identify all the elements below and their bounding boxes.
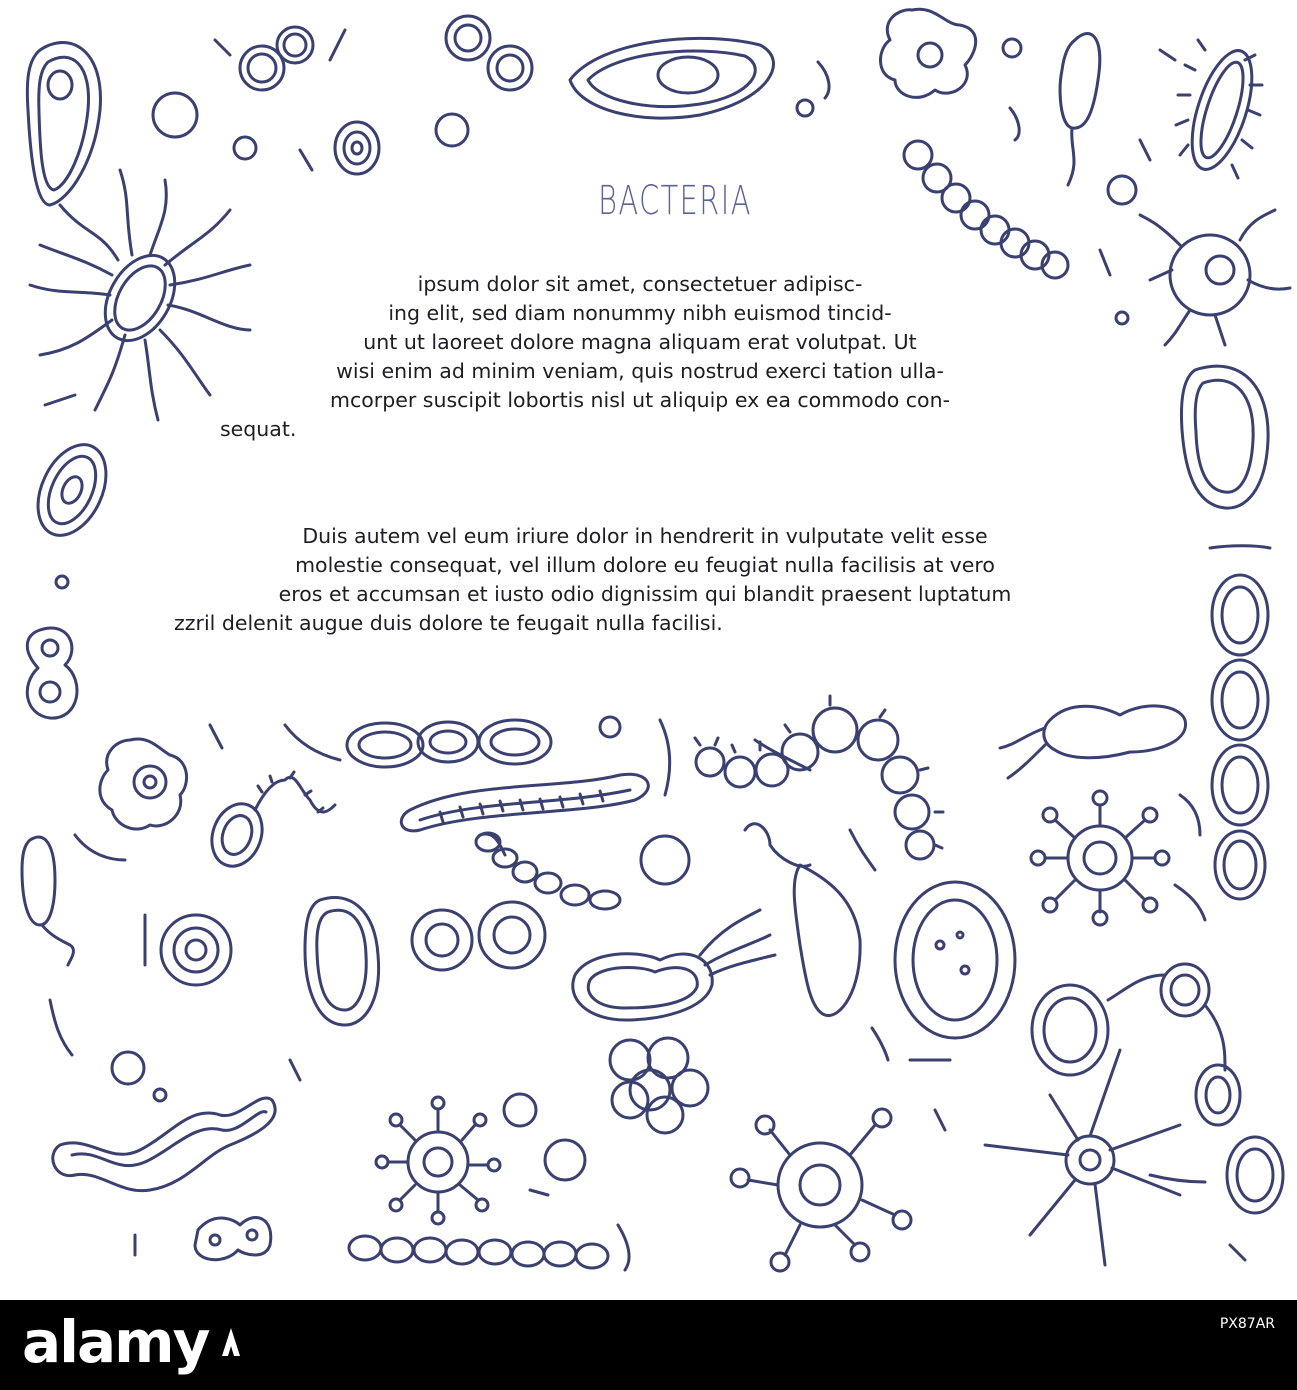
illustration-title: BACTERIA <box>598 178 752 224</box>
oval-cell-icon <box>1181 366 1268 508</box>
flagellated-rod-icon <box>573 910 775 1020</box>
flagellated-rod-icon <box>1000 706 1186 778</box>
rod-flagellum-icon <box>1060 33 1100 185</box>
body-paragraph-1 <box>200 270 1080 444</box>
oval-cell-icon <box>335 122 379 174</box>
spiky-cell-icon <box>1140 210 1290 345</box>
chained-oval-cells-icon <box>1032 964 1240 1125</box>
paragraph-line: mcorper suscipit lobortis nisl ut aliquip ex ea commodo con- <box>330 388 950 412</box>
paragraph-line: sequat. <box>220 417 297 441</box>
oval-cell-icon <box>1227 1137 1283 1213</box>
alamy-a-mark-icon <box>220 1326 242 1358</box>
brand-wordmark: alamy <box>22 1308 209 1376</box>
virus-cell-icon <box>731 1109 911 1271</box>
filament-rod-icon <box>401 774 648 831</box>
staphylococcus-cluster-icon <box>610 1038 708 1133</box>
diplobacillus-chain-icon <box>347 720 551 767</box>
virus-cell-icon <box>1031 791 1169 925</box>
coccus-icon <box>153 93 197 137</box>
chain-cocci-icon <box>476 833 620 909</box>
coccus-cell-icon <box>161 915 231 985</box>
dividing-cell-icon <box>195 1218 271 1260</box>
paragraph-line: ing elit, sed diam nonummy nibh euismod tincid- <box>388 301 892 325</box>
large-oval-cell-icon <box>895 882 1015 1038</box>
cell-chain-icon <box>1212 575 1268 899</box>
paragraph-line: wisi enim ad minim veniam, quis nostrud exerci tation ulla- <box>336 359 944 383</box>
paragraph-line: Duis autem vel eum iriure dolor in hendrerit in vulputate velit esse <box>302 524 988 548</box>
oval-cell-icon <box>25 434 120 546</box>
paragraph-line: eros et accumsan et iusto odio dignissim qui blandit praesent luptatum <box>278 582 1012 606</box>
star-cell-icon <box>985 1050 1180 1265</box>
image-id <box>1220 1314 1275 1334</box>
flower-cell-icon <box>880 9 975 97</box>
diplococcus-icon <box>240 27 313 90</box>
rod-flagellum-icon <box>22 837 73 965</box>
paragraph-line: ipsum dolor sit amet, consectetuer adipisc- <box>417 272 863 296</box>
wavy-spirillum-icon <box>53 1098 275 1191</box>
image-id-code: PX87AR <box>1219 1316 1275 1332</box>
paragraph-line: unt ut laoreet dolore magna aliquam erat volutpat. Ut <box>363 330 917 354</box>
body-paragraph-2 <box>150 522 1140 638</box>
caterpillar-cocci-icon <box>695 696 943 859</box>
flower-cell-icon <box>100 739 187 829</box>
paragraph-line: molestie consequat, vel illum dolore eu feugiat nulla facilisis at vero <box>295 553 995 577</box>
eye-shaped-cell-icon <box>570 38 774 118</box>
streptococcus-chain-icon <box>349 1236 608 1268</box>
diplococcus-icon <box>412 902 545 970</box>
hairy-rod-icon <box>1176 40 1264 178</box>
figure-eight-cell-icon <box>27 628 77 718</box>
paragraph-line: zzril delenit augue duis dolore te feugait nulla facilisi. <box>174 611 723 635</box>
oval-cell-icon <box>305 897 379 1025</box>
drop-cell-icon <box>27 43 100 206</box>
virus-cell-icon <box>376 1097 500 1224</box>
diplococcus-icon <box>446 16 532 90</box>
vibrio-cell-icon <box>204 772 335 873</box>
streptococcus-chain-icon <box>904 141 1068 278</box>
stock-footer-bar <box>0 1300 1297 1390</box>
spirochete-crescent-icon <box>745 824 860 1016</box>
